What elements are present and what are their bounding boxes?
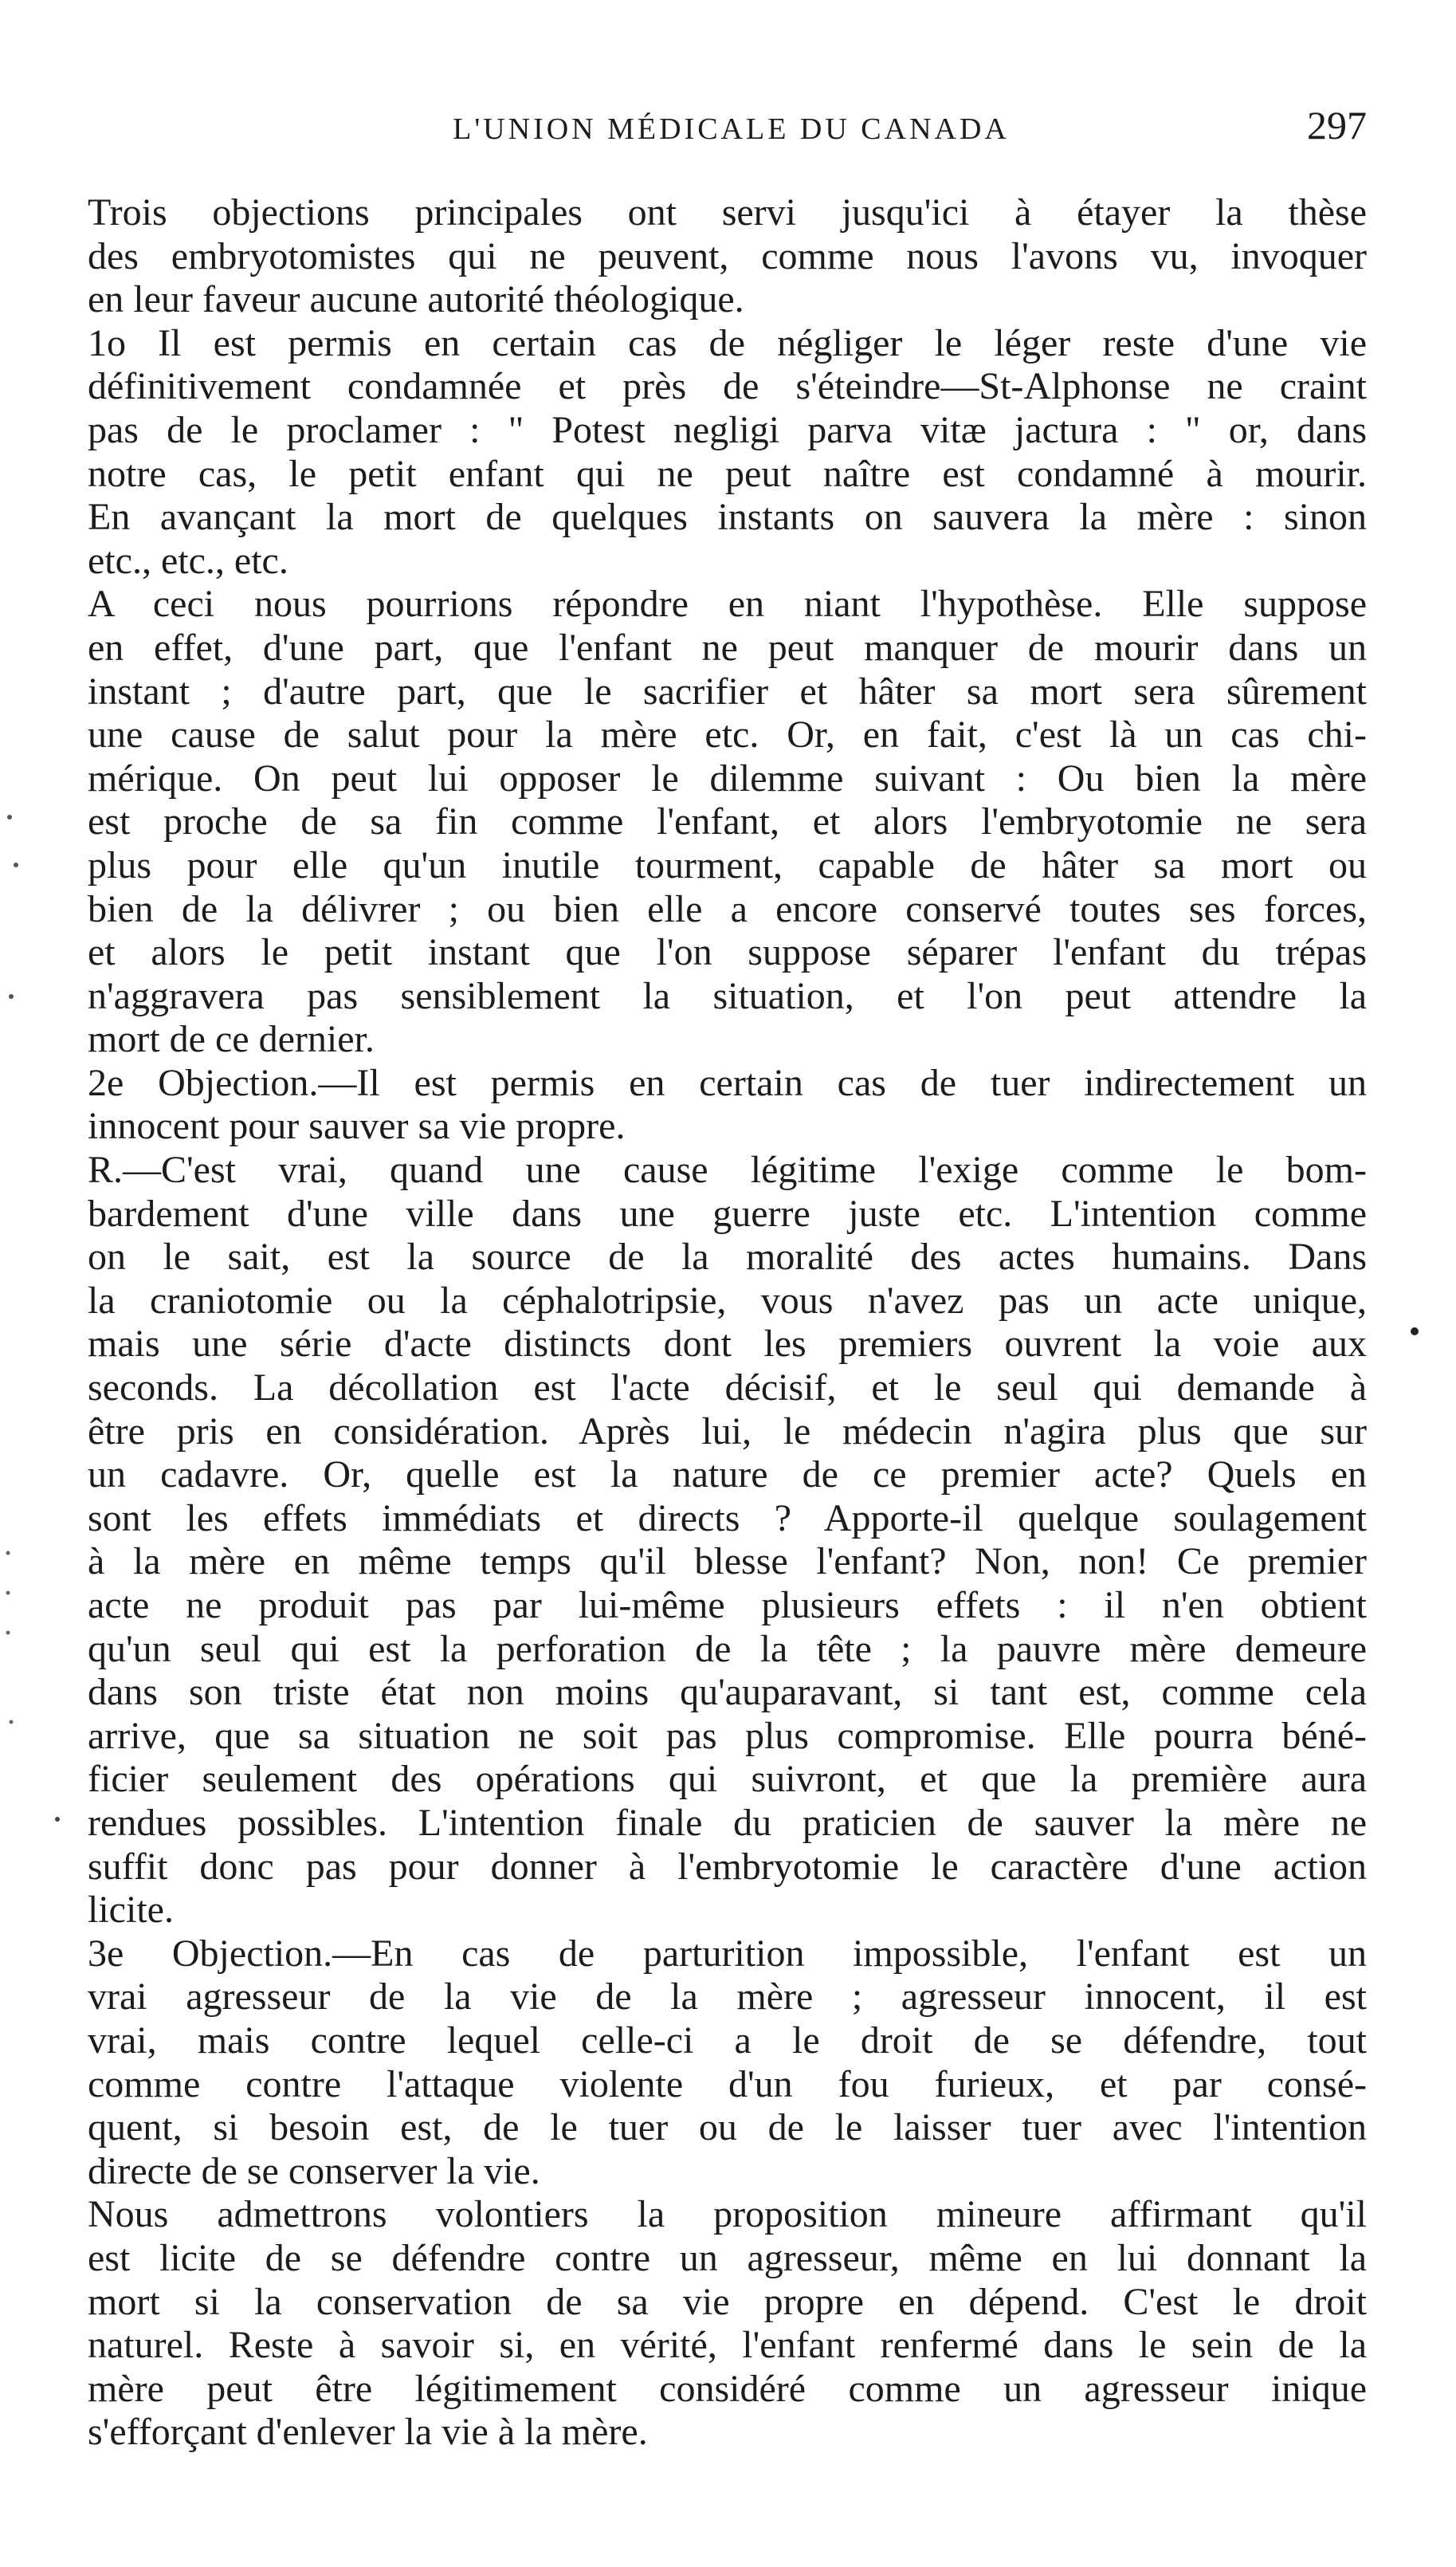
- text-line: 3e Objection.—En cas de parturition impossible, l'enfant est un: [88, 1932, 1367, 1975]
- text-line: en leur faveur aucune autorité théologique.: [88, 278, 744, 321]
- text-line: sont les effets immédiats et directs ? Apporte-il quelque soulagement: [88, 1496, 1367, 1539]
- body-text: [88, 191, 1367, 2455]
- text-line: mérique. On peut lui opposer le dilemme suivant : Ou bien la mère: [88, 757, 1367, 800]
- text-line: mort de ce dernier.: [88, 1018, 375, 1061]
- text-line: naturel. Reste à savoir si, en vérité, l'enfant renfermé dans le sein de la: [88, 2324, 1367, 2367]
- scan-speck: [14, 863, 18, 867]
- text-line: R.—C'est vrai, quand une cause légitime l'exige comme le bom-: [88, 1149, 1367, 1192]
- text-line: on le sait, est la source de la moralité des actes humains. Dans: [88, 1236, 1367, 1279]
- text-line: Nous admettrons volontiers la proposition mineure affirmant qu'il: [88, 2193, 1367, 2236]
- scan-speck: [6, 1551, 10, 1555]
- text-line: à la mère en même temps qu'il blesse l'enfant? Non, non! Ce premier: [88, 1540, 1367, 1583]
- scan-speck: [6, 1631, 10, 1635]
- text-line: En avançant la mort de quelques instants on sauvera la mère : sinon: [88, 496, 1367, 539]
- running-title: L'UNION MÉDICALE DU CANADA: [453, 112, 1010, 146]
- text-line: en effet, d'une part, que l'enfant ne peut manquer de mourir dans un: [88, 626, 1367, 669]
- scan-speck: [6, 1591, 10, 1595]
- text-line: acte ne produit pas par lui-même plusieurs effets : il n'en obtient: [88, 1584, 1367, 1626]
- text-line: une cause de salut pour la mère etc. Or, en fait, c'est là un cas chi-: [88, 713, 1367, 757]
- text-line: et alors le petit instant que l'on suppose séparer l'enfant du trépas: [88, 931, 1367, 974]
- scan-speck: [55, 1817, 60, 1822]
- text-line: n'aggravera pas sensiblement la situation, et l'on peut attendre la: [88, 974, 1367, 1017]
- text-line: etc., etc., etc.: [88, 539, 288, 582]
- page-header: [96, 99, 1367, 155]
- text-line: notre cas, le petit enfant qui ne peut naître est condamné à mourir.: [88, 452, 1367, 495]
- text-line: vrai agresseur de la vie de la mère ; agresseur innocent, il est: [88, 1975, 1367, 2019]
- text-line: mais une série d'acte distincts dont les premiers ouvrent la voie aux: [88, 1323, 1367, 1366]
- text-line: 2e Objection.—Il est permis en certain cas de tuer indirectement un: [88, 1061, 1367, 1104]
- text-line: est proche de sa fin comme l'enfant, et alors l'embryotomie ne sera: [88, 800, 1367, 843]
- text-line: plus pour elle qu'un inutile tourment, capable de hâter sa mort ou: [88, 843, 1367, 886]
- scan-speck: [10, 1720, 14, 1724]
- text-line: s'efforçant d'enlever la vie à la mère.: [88, 2411, 648, 2454]
- scan-speck: [1411, 1327, 1419, 1335]
- text-line: comme contre l'attaque violente d'un fou furieux, et par consé-: [88, 2062, 1367, 2105]
- page-number: 297: [1307, 103, 1367, 147]
- scan-speck: [9, 994, 14, 999]
- text-line: Trois objections principales ont servi jusqu'ici à étayer la thèse: [88, 191, 1367, 234]
- text-line: un cadavre. Or, quelle est la nature de ce premier acte? Quels en: [88, 1453, 1367, 1496]
- text-line: être pris en considération. Après lui, le médecin n'agira plus que sur: [88, 1409, 1367, 1453]
- text-line: quent, si besoin est, de le tuer ou de le laisser tuer avec l'intention: [88, 2106, 1367, 2149]
- text-line: 1o Il est permis en certain cas de négliger le léger reste d'une vie: [88, 321, 1367, 364]
- text-line: bien de la délivrer ; ou bien elle a encore conservé toutes ses forces,: [88, 887, 1367, 930]
- text-line: dans son triste état non moins qu'auparavant, si tant est, comme cela: [88, 1671, 1367, 1714]
- text-line: suffit donc pas pour donner à l'embryotomie le caractère d'une action: [88, 1845, 1367, 1888]
- text-line: instant ; d'autre part, que le sacrifier et hâter sa mort sera sûrement: [88, 670, 1367, 713]
- text-line: vrai, mais contre lequel celle-ci a le droit de se défendre, tout: [88, 2019, 1367, 2062]
- text-line: la craniotomie ou la céphalotripsie, vous n'avez pas un acte unique,: [88, 1279, 1367, 1322]
- text-line: des embryotomistes qui ne peuvent, comme nous l'avons vu, invoquer: [88, 234, 1367, 277]
- text-line: ficier seulement des opérations qui suivront, et que la première aura: [88, 1758, 1367, 1801]
- text-line: seconds. La décollation est l'acte décisif, et le seul qui demande à: [88, 1366, 1367, 1409]
- text-line: est licite de se défendre contre un agresseur, même en lui donnant la: [88, 2236, 1367, 2279]
- text-line: innocent pour sauver sa vie propre.: [88, 1105, 626, 1148]
- text-line: qu'un seul qui est la perforation de la tête ; la pauvre mère demeure: [88, 1627, 1367, 1670]
- text-line: arrive, que sa situation ne soit pas plus compromise. Elle pourra béné-: [88, 1714, 1367, 1757]
- text-line: pas de le proclamer : " Potest negligi parva vitæ jactura : " or, dans: [88, 408, 1367, 451]
- text-line: mort si la conservation de sa vie propre en dépend. C'est le droit: [88, 2280, 1367, 2323]
- text-line: définitivement condamnée et près de s'éteindre—St-Alphonse ne craint: [88, 365, 1367, 408]
- text-line: rendues possibles. L'intention finale du praticien de sauver la mère ne: [88, 1801, 1367, 1844]
- text-line: licite.: [88, 1889, 174, 1932]
- text-line: A ceci nous pourrions répondre en niant l'hypothèse. Elle suppose: [88, 583, 1367, 626]
- scan-speck: [7, 815, 12, 820]
- text-line: mère peut être légitimement considéré comme un agresseur inique: [88, 2367, 1367, 2410]
- text-line: bardement d'une ville dans une guerre juste etc. L'intention comme: [88, 1192, 1367, 1235]
- text-line: directe de se conserver la vie.: [88, 2149, 540, 2192]
